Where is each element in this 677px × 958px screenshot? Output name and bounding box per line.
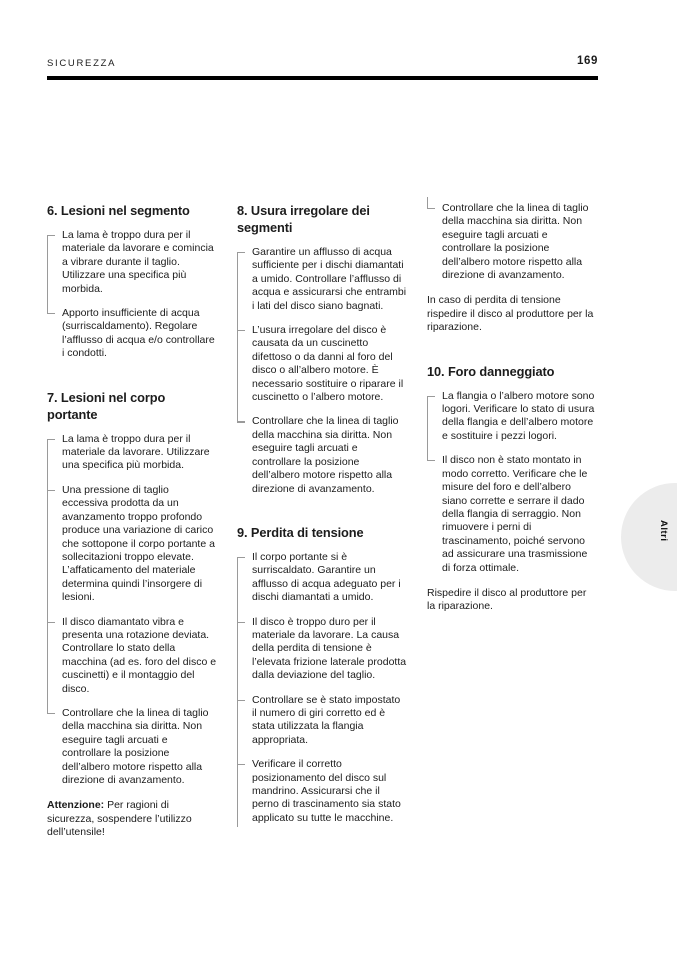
- list-item: La lama è troppo dura per il materiale da lavorare. Utilizzare una specifica più morbida.: [47, 433, 217, 473]
- section-8-list: [237, 246, 407, 496]
- section-9-list: [237, 551, 407, 825]
- warning-label: Attenzione:: [47, 799, 105, 812]
- header-rule: [47, 76, 598, 80]
- list-item: Il disco è troppo duro per il materiale da lavorare. La causa della perdita di tensione è l’elevata frizione laterale prodotta dalla deviazione del taglio.: [237, 616, 407, 683]
- warning-text: Per ragioni di sicurezza, sospendere l’utilizzo dell’utensile!: [47, 799, 192, 839]
- running-header-label: SICUREZZA: [47, 58, 117, 69]
- section-7-title: 7. Lesioni nel corpo portante: [47, 389, 166, 422]
- list-item: Controllare che la linea di taglio della macchina sia diritta. Non eseguire tagli arcuati e controllare la posizione dell’albero motore rispetto alla direzione di avanzamento.: [237, 415, 407, 495]
- section-6-title: 6. Lesioni nel segmento: [47, 203, 190, 218]
- list-item: Apporto insufficiente di acqua (surriscaldamento). Regolare l’afflusso di acqua e/o controllare i condotti.: [47, 307, 217, 361]
- list-item: Il disco diamantato vibra e presenta una rotazione deviata. Controllare lo stato della macchina (ad es. foro del disco e cuscinetti) e il montaggio del disco.: [47, 616, 217, 696]
- section-7-list: [47, 433, 217, 788]
- section-9-title: 9. Perdita di tensione: [237, 524, 364, 540]
- section-9-list-continued: [427, 202, 597, 282]
- column-3: [427, 202, 597, 840]
- list-item: Il disco non è stato montato in modo corretto. Verificare che le misure del foro e dell’albero siano corrette e serrare il dado della flangia di serraggio. Non rimuovere i perni di trascinamento, poiché servono ad assicurare una trasmissione di forza ottimale.: [427, 454, 597, 575]
- list-item: Il corpo portante si è surriscaldato. Garantire un afflusso di acqua adeguato per i dischi diamantati a umido.: [237, 551, 407, 605]
- list-item: Controllare che la linea di taglio della macchina sia diritta. Non eseguire tagli arcuati e controllare la posizione dell’albero motore rispetto alla direzione di avanzamento.: [47, 707, 217, 787]
- list-item: La flangia o l’albero motore sono logori. Verificare lo stato di usura della flangia e dell’albero motore e sostituire i pezzi logori.: [427, 390, 597, 444]
- section-8-title: 8. Usura irregolare dei segmenti: [237, 203, 370, 235]
- page-number: 169: [577, 55, 598, 67]
- list-item: Verificare il corretto posizionamento del disco sul mandrino. Assicurarsi che il perno di trascinamento sia stato applicato su tutte le macchine.: [237, 758, 407, 825]
- list-item: La lama è troppo dura per il materiale da lavorare e comincia a vibrare durante il taglio. Utilizzare una specifica più morbida.: [47, 229, 217, 296]
- section-10-list: [427, 390, 597, 575]
- column-1: [47, 202, 217, 840]
- chapter-side-tab-label: Altri: [658, 520, 669, 542]
- section-10-closing: Rispedire il disco al produttore per la riparazione.: [427, 586, 587, 613]
- list-item: Garantire un afflusso di acqua sufficiente per i dischi diamantati a umido. Controllare l’afflusso di acqua e assicurarsi che entrambi i lati del disco siano bagnati.: [237, 246, 407, 313]
- column-2: [237, 202, 407, 840]
- page-content: [47, 202, 598, 840]
- section-9-closing: In caso di perdita di tensione rispedire il disco al produttore per la riparazione.: [427, 294, 594, 334]
- list-item: Controllare che la linea di taglio della macchina sia diritta. Non eseguire tagli arcuati e controllare la posizione dell’albero motore rispetto alla direzione di avanzamento.: [427, 202, 597, 282]
- list-item: Una pressione di taglio eccessiva prodotta da un avanzamento troppo profondo produce una variazione di carico che sottopone il corpo portante a sollecitazioni troppo elevate. L’affaticamento del materiale determina quindi l’insorgere di lesioni.: [47, 484, 217, 605]
- warning-note: [47, 799, 217, 839]
- section-10-title: 10. Foro danneggiato: [427, 363, 555, 379]
- list-item: L’usura irregolare del disco è causata da un cuscinetto difettoso o da danni al foro del disco o all’albero motore. È necessario sostituire o riparare il cuscinetto o l’albero motore.: [237, 324, 407, 404]
- section-6-list: [47, 229, 217, 361]
- list-item: Controllare se è stato impostato il numero di giri corretto ed è stata utilizzata la flangia appropriata.: [237, 694, 407, 748]
